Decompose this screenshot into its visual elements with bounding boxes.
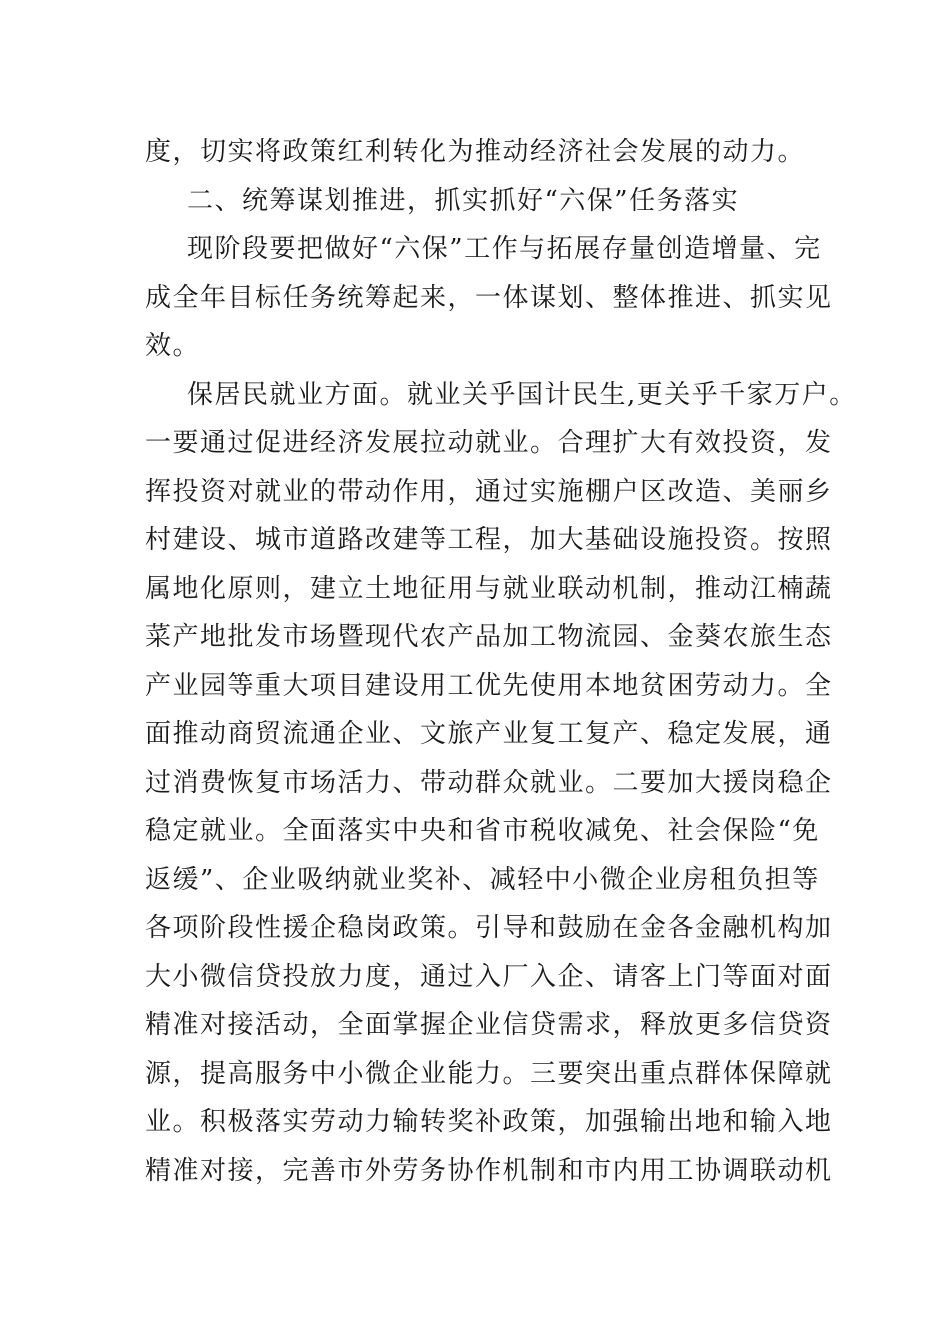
document-body <box>145 128 857 1195</box>
text-line: 成全年目标任务统筹起来，一体谋划、整体推进、抓实见 <box>145 282 833 313</box>
text-line: 过消费恢复市场活力、带动群众就业。二要加大援岗稳企 <box>145 767 833 798</box>
text-line: 产业园等重大项目建设用工优先使用本地贫困劳动力。全 <box>145 670 833 701</box>
text-line: 精准对接活动，全面掌握企业信贷需求，释放更多信贷资 <box>145 1010 833 1040</box>
text-line: 业。积极落实劳动力输转奖补政策，加强输出地和输入地 <box>145 1107 833 1137</box>
section-heading: 二、统筹谋划推进，抓实抓好“六保”任务落实 <box>187 185 740 216</box>
text-line: 保居民就业方面。就业关乎国计民生,更关乎千家万户。 <box>187 379 857 410</box>
text-line: 现阶段要把做好“六保”工作与拓展存量创造增量、完 <box>187 234 822 264</box>
text-line: 村建设、城市道路改建等工程，加大基础设施投资。按照 <box>145 525 833 555</box>
text-line: 效。 <box>145 331 201 361</box>
text-line: 度，切实将政策红利转化为推动经济社会发展的动力。 <box>145 137 806 167</box>
text-line: 大小微信贷投放力度，通过入厂入企、请客上门等面对面 <box>145 961 833 992</box>
text-line: 属地化原则，建立土地征用与就业联动机制，推动江楠蔬 <box>145 573 833 604</box>
text-line: 一要通过促进经济发展拉动就业。合理扩大有效投资，发 <box>145 428 833 458</box>
text-line: 源，提高服务中小微企业能力。三要突出重点群体保障就 <box>145 1058 833 1089</box>
text-line: 各项阶段性援企稳岗政策。引导和鼓励在金各金融机构加 <box>145 913 833 943</box>
text-line: 精准对接，完善市外劳务协作机制和市内用工协调联动机 <box>145 1155 833 1186</box>
text-line: 面推动商贸流通企业、文旅产业复工复产、稳定发展，通 <box>145 719 833 749</box>
text-line: 稳定就业。全面落实中央和省市税收减免、社会保险“免 <box>145 816 820 846</box>
text-line: 菜产地批发市场暨现代农产品加工物流园、金葵农旅生态 <box>145 622 833 652</box>
text-line: 返缓”、企业吸纳就业奖补、减轻中小微企业房租负担等 <box>145 864 820 895</box>
text-line: 挥投资对就业的带动作用，通过实施棚户区改造、美丽乡 <box>145 476 833 507</box>
